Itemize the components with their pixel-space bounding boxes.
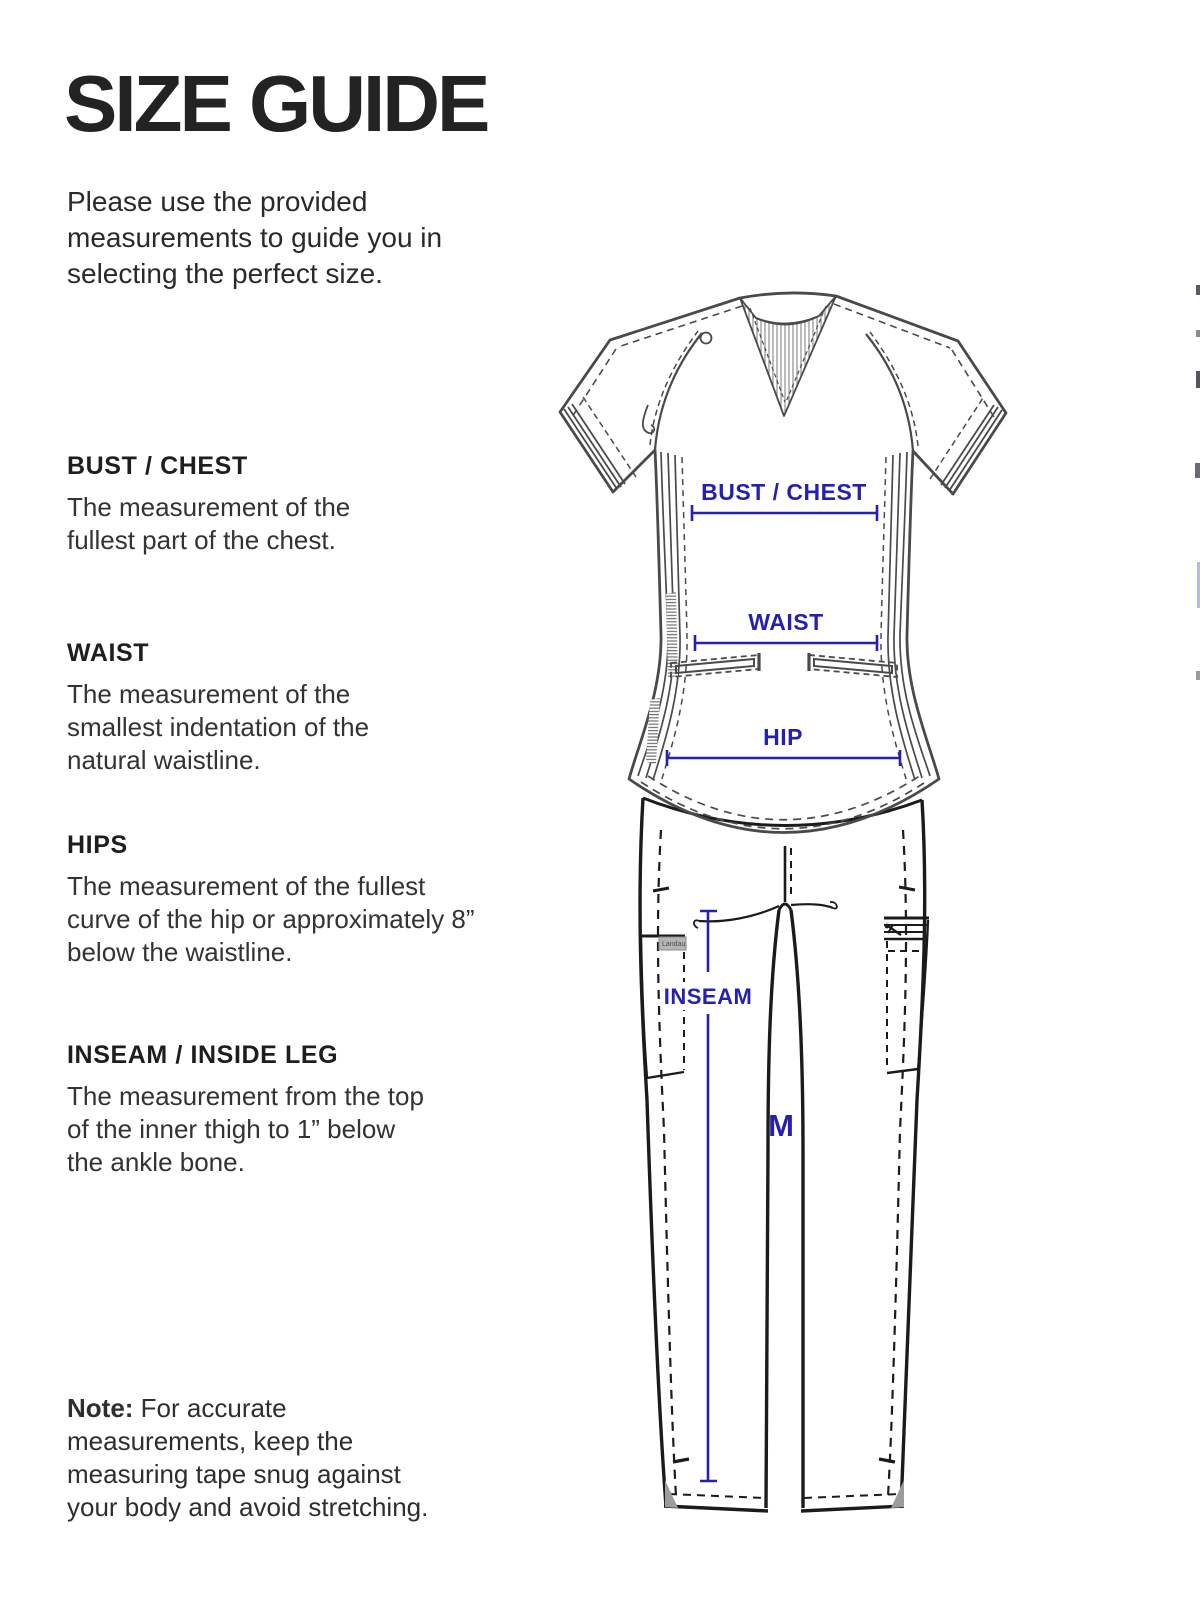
edge-artifacts bbox=[1195, 285, 1200, 680]
section-heading-waist: WAIST bbox=[67, 639, 150, 667]
waist-measurement bbox=[695, 609, 877, 651]
waist-label: WAIST bbox=[748, 609, 824, 635]
hip-label: HIP bbox=[763, 724, 803, 750]
left-welt-pocket bbox=[671, 653, 759, 677]
right-armhole-seam bbox=[866, 334, 913, 451]
page-title: SIZE GUIDE bbox=[64, 59, 488, 148]
left-side-panel bbox=[638, 452, 687, 782]
left-rib-inset-lower bbox=[646, 698, 660, 764]
intro-text: Please use the provided measurements to guide you in selecting the perfect size. bbox=[67, 186, 443, 289]
chest-loop-detail bbox=[643, 405, 654, 433]
section-body-bust: The measurement of the fullest part of the chest. bbox=[67, 492, 351, 555]
section-heading-bust: BUST / CHEST bbox=[67, 452, 248, 480]
section-heading-inseam: INSEAM / INSIDE LEG bbox=[67, 1041, 339, 1069]
note-label: Note: bbox=[67, 1393, 134, 1423]
section-heading-hips: HIPS bbox=[67, 831, 128, 859]
hip-measurement bbox=[667, 724, 900, 766]
scrub-pants-drawing bbox=[639, 798, 929, 1512]
right-side-panel bbox=[881, 452, 930, 782]
note-body: For accurate measurements, keep the measuring tape snug against your body and avoid stretching. bbox=[67, 1393, 429, 1522]
v-neck-collar bbox=[701, 296, 837, 416]
section-body-hips: The measurement of the fullest curve of the hip or approximately 8” below the waistline. bbox=[67, 871, 475, 967]
inseam-label: INSEAM bbox=[663, 984, 753, 1009]
bust-label: BUST / CHEST bbox=[701, 479, 867, 505]
bust-measurement bbox=[692, 479, 877, 521]
scrub-top-drawing bbox=[560, 293, 1006, 833]
pocket-brand-tag-text: Landau bbox=[662, 941, 686, 948]
left-sleeve-cuff bbox=[564, 397, 636, 489]
section-body-waist: The measurement of the smallest indentation of the natural waistline. bbox=[67, 679, 370, 775]
size-marker: M bbox=[768, 1108, 794, 1143]
section-body-inseam: The measurement from the top of the inner thigh to 1” below the ankle bone. bbox=[67, 1081, 424, 1177]
left-armhole-seam bbox=[655, 333, 702, 450]
right-welt-pocket bbox=[809, 653, 897, 677]
